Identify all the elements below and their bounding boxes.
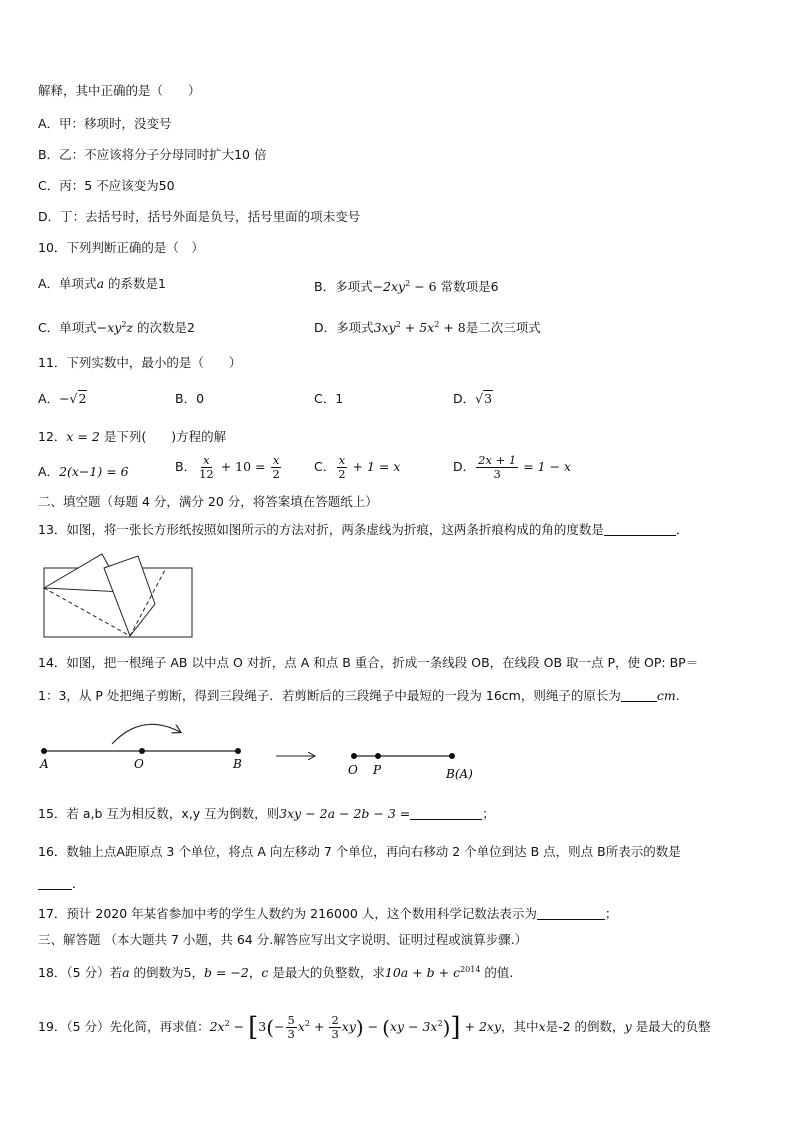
label-p: P: [373, 763, 382, 777]
q11-option-a: A．−√2: [38, 391, 87, 406]
q14-line-1: 14．如图，把一根绳子 AB 以中点 O 对折，点 A 和点 B 重合，折成一条线段 OB，在线段 OB 取一点 P，使 OP: BP＝: [38, 655, 699, 670]
q10-option-c: C．单项式$-xy^2z$ 的次数是2: [38, 320, 195, 336]
q12-option-b: B． $\frac{x}{12}$ + 10 = $\frac{x}{2}$: [175, 453, 280, 481]
section-3-heading: 三、解答题 （本大题共 7 小题，共 64 分.解答应写出文字说明、证明过程或演算步骤.）: [38, 932, 528, 947]
q13-text: 13．如图，将一张长方形纸按照如图所示的方法对折，两条虚线为折痕，这两条折痕构成的角的度数是 ．: [38, 522, 689, 537]
section-2-heading: 二、填空题（每题 4 分，满分 20 分，将答案填在答题纸上）: [38, 494, 378, 509]
q15-answer-blank[interactable]: [410, 807, 482, 820]
label-o-right: O: [348, 763, 358, 777]
label-o: O: [134, 757, 144, 771]
q15-text: 15．若 a,b 互为相反数，x,y 互为倒数，则3xy − 2a − 2b − 3 = ；: [38, 806, 495, 821]
q17-answer-blank[interactable]: [537, 907, 605, 920]
q14-answer-blank[interactable]: [621, 689, 657, 702]
q10-option-d: D．多项式$3xy^2 + 5x^2 + 8$是二次三项式: [314, 320, 541, 336]
q12-stem: 12．x = 2 是下列( )方程的解: [38, 429, 227, 444]
label-b-a: B(A): [446, 767, 473, 780]
q17-text: 17．预计 2020 年某省参加中考的学生人数约为 216000 人，这个数用科学记数法表示为 ；: [38, 906, 618, 921]
q9-option-b: B．乙：不应该将分子分母同时扩大10 倍: [38, 147, 267, 162]
q11-option-c: C．1: [314, 391, 344, 406]
q9-option-d: D．丁：去括号时，括号外面是负号，括号里面的项未变号: [38, 209, 361, 224]
q9-option-c: C．丙：5 不应该变为50: [38, 178, 175, 193]
q9-stem: 解释，其中正确的是（ ）: [38, 83, 201, 98]
q14-rope-figure: [30, 718, 480, 780]
q11-stem: 11．下列实数中，最小的是（ ）: [38, 355, 242, 370]
label-b: B: [233, 757, 242, 771]
q14-line-2: 1：3，从 P 处把绳子剪断，得到三段绳子．若剪断后的三段绳子中最短的一段为 16cm，则绳子的原长为 cm.: [38, 688, 680, 703]
q16-line-2: ．: [38, 876, 85, 892]
q19-text: 19．（5 分）先化简，再求值：$2x^2 - [3(-$ $\frac{5}{3}$ $x^2$ + $\frac{2}{3}$ $xy) - (xy - 3x^2)] + 2xy$，其中x是-2 的倒数，y 是最大的负整: [38, 1012, 711, 1043]
q10-option-a: A．单项式a 的系数是1: [38, 276, 166, 291]
q10-stem: 10．下列判断正确的是（ ）: [38, 240, 204, 255]
q9-option-a: A．甲：移项时，没变号: [38, 116, 172, 131]
q12-option-c: C． $\frac{x}{2}$ + 1 = x: [314, 453, 401, 481]
q18-text: 18．（5 分）若a 的倒数为5，b = −2，c 是最大的负整数，求$10a + b + c^{2014}$ 的值.: [38, 965, 514, 981]
q12-option-d: D． $\frac{2x + 1}{3}$ = 1 − x: [453, 453, 572, 481]
q16-text: 16．数轴上点A距原点 3 个单位，将点 A 向左移动 7 个单位，再向右移动 2 个单位到达 B 点，则点 B所表示的数是: [38, 844, 681, 859]
q13-answer-blank[interactable]: [604, 523, 676, 536]
q11-option-d: D．√3: [453, 391, 493, 406]
q16-answer-blank[interactable]: [38, 877, 72, 890]
q13-folded-paper-figure: [38, 552, 198, 644]
q12-option-a: A．2(x−1) = 6: [38, 464, 129, 479]
label-a: A: [40, 757, 49, 771]
q10-option-b: B．多项式$-2xy^2 - 6$ 常数项是6: [314, 279, 499, 295]
q11-option-b: B．0: [175, 391, 205, 406]
